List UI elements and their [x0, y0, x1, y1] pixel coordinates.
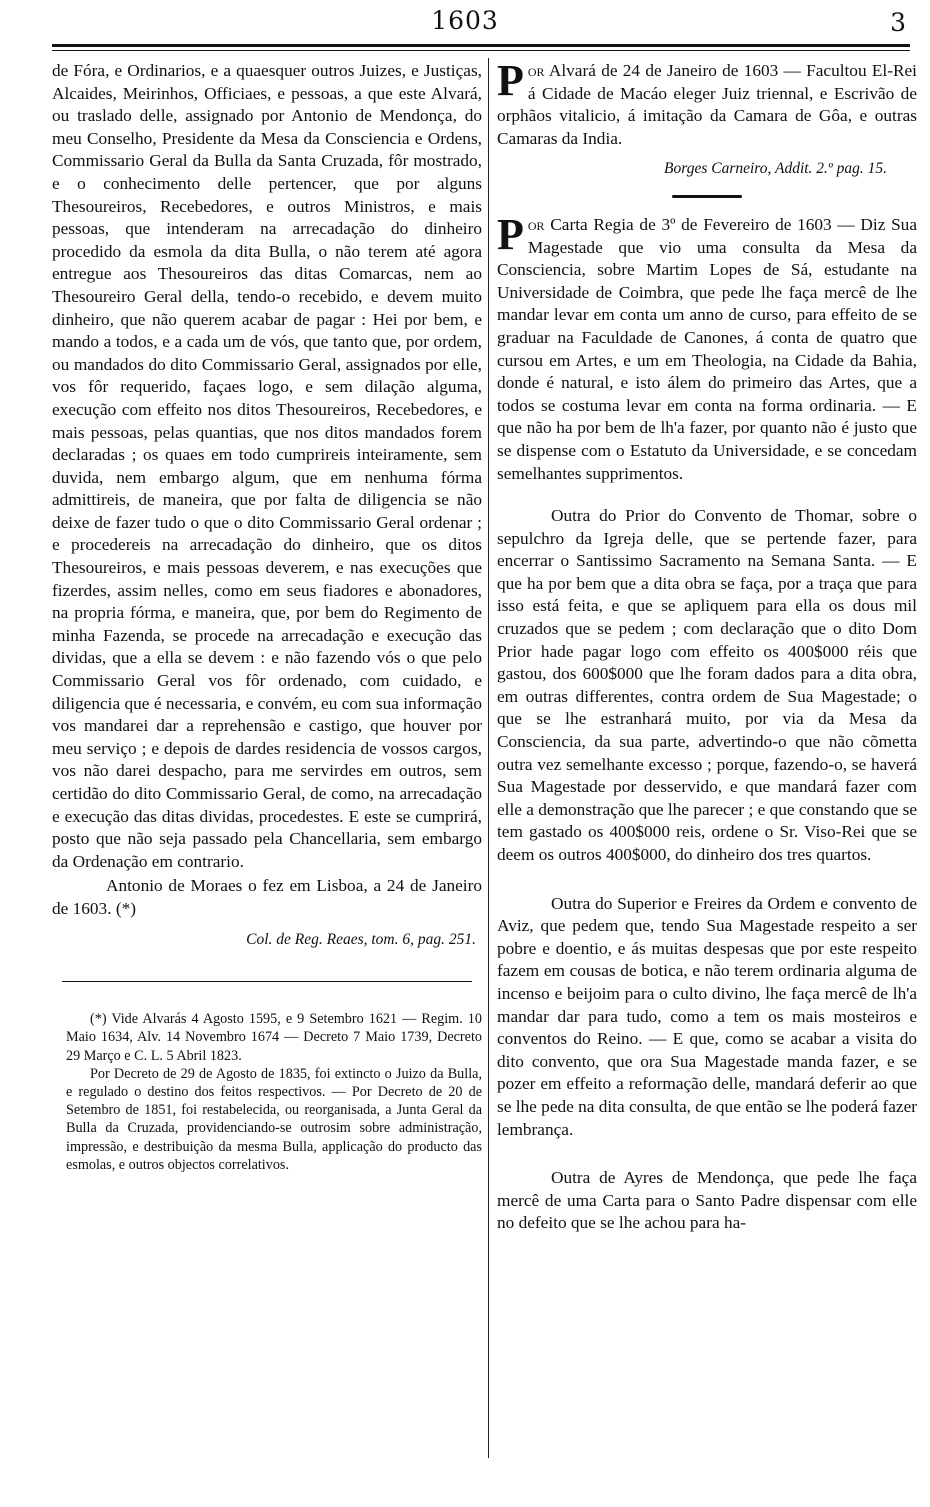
- drop-cap: P: [497, 209, 524, 259]
- ornament-rule: [672, 195, 742, 198]
- paragraph-gap: [497, 867, 917, 893]
- footnotes: [66, 1010, 482, 1174]
- paragraph-ayres-mendonca: Outra de Ayres de Mendonça, que pede lhe faça mercê de uma Carta para o Santo Padre dispensar com elle no defeito que se lhe achou para ha-: [497, 1168, 917, 1233]
- entry-text: Alvará de 24 de Janeiro de 1603 — Facultou El-Rei á Cidade de Macáo eleger Juiz triennal, e Escrivão de orphãos vitalicio, á imitação da Camara de Gôa, e outras Camaras da India.: [497, 61, 917, 148]
- alvara-continuation: de Fóra, e Ordinarios, e a quaesquer outros Juizes, e Justiças, Alcaides, Meirinhos, Officiaes, e pessoas, a que este Alvará, ou traslado delle, assignado por Antonio de Mendonça, do meu Conselho, Presidente da Mesa da Consciencia e Ordens, Commissario Geral da Bulla da Santa Cruzada, fôr mostrado, e o conhecimento delle pertencer, que por alguns Thesoureiros, Recebedores, e outros Ministros, e mais pessoas, que intenderam na arrecadação do dinheiro procedido da esmola da dita Bulla, o não terem até agora entregue aos Thesoureiros das ditas Comarcas, nem ao Thesoureiro Geral della, tendo-o recebido, e devem muito dinheiro, que não querem acabar de pagar : Hei por bem, e mando a todos, e a cada um de vós, que tanto que, por ordem, ou mandados do dito Commissario Geral, assignados por elle, vos fôr requerido, façaes logo, e sem dilação alguma, execução com effeito nos ditos Thesoureiros, Recebedores, e mais pessoas, pelas quantias, que nos ditos mandados forem declaradas ; os quaes em todo cumprireis inteiramente, sem duvida, nem embargo algum, que em nenhuma fórma admittireis, de maneira, que por falta de diligencia se não deixe de fazer tudo o que o dito Commissario Geral ordenar ; e procedereis na arrecadação do dinheiro, que os ditos Thesoureiros, e mais pessoas deverem, e nas execuções que fizerdes, assim nelles, como em seus fiadores e abonadores, na propria fórma, e maneira, que, por bem do Regimento de minha Fazenda, se procede na arrecadação e execução das dividas, que a ella se devem : e não fazendo vós o que pelo Commissario Geral vos fôr ordenado, com cuidado, e diligencia que é necessaria, e convém, eu com sua informação vos mandarei dar a reprehensão e castigo, que houver por meu serviço ; e depois de dardes residencia de vossos cargos, vos não darei despacho, para me servirdes em outros, sem certidão do dito Commissario Geral, de como, na arrecadação e execução das ditas dividas, procedestes. E este se cumprirá, posto que não seja passado pela Chancellaria, sem embargo da Ordenação em contrario.: [52, 61, 482, 871]
- entry-alvara-macao: [497, 56, 917, 150]
- entry-text: Carta Regia de 3º de Fevereiro de 1603 — Diz Sua Magestade que vio uma consulta da Mesa da Consciencia, sobre Martim Lopes de Sá, estudante na Universidade de Coimbra, que pede lhe faça mercê de lhe mandar levar em conta um anno de curso, para effeito de se graduar na Faculdade de Canones, á conta de quatro que cursou em Artes, e um em Theologia, na Cidade da Bahia, donde é natural, e isto álem do primeiro das Artes, que a todos se costuma levar em conta na forma ordinaria. — E que não ha por bem de lh'a fazer, por quanto não é justo que se dispense com o Estatuto da Universidade, e se concedam semelhantes supprimentos.: [497, 214, 917, 483]
- paragraph-prior-thomar: Outra do Prior do Convento de Thomar, sobre o sepulchro da Igreja delle, que se pertende fazer, para encerrar o Santissimo Sacramento na Semana Santa. — E que ha por bem que a dita obra se faça, por a traça que para isso está feita, e que se apliquem para ella os dous mil cruzados que se pedem ; com declaração que o dito Dom Prior hade pagar logo com effeito os 400$000 réis que gastou, dos 600$000 que lhe foram dados para a dita obra, em outras differentes, contra ordem de Sua Magestade; o que se lhe estranhará muito, por via da Mesa da Consciencia, da sua parte, advertindo-o que não cõmetta outra vez semelhante excesso ; porque, fazendo-o, se haverá Sua Magestade por desservido, e que mandará fazer com elle a demonstração que lhe parecer ; e que constando que se tem gastado os 400$000 reis, ordene o Sr. Viso-Rei que se deem os outros 400$000, do dinheiro dos tres quartos.: [497, 506, 917, 864]
- source-citation: Borges Carneiro, Addit. 2.º pag. 15.: [664, 160, 887, 178]
- signature-line: Antonio de Moraes o fez em Lisboa, a 24 de Janeiro de 1603. (*): [52, 876, 482, 918]
- paragraph-gap: [497, 1141, 917, 1167]
- lead-word: or: [527, 214, 545, 234]
- footnote-separator: [62, 981, 472, 982]
- header-rule-thick: [52, 44, 910, 47]
- footnote-1: (*) Vide Alvarás 4 Agosto 1595, e 9 Setembro 1621 — Regim. 10 Maio 1634, Alv. 14 Novembro 1674 — Decreto 7 Maio 1739, Decreto 29 Março e C. L. 5 Abril 1823.: [66, 1011, 482, 1064]
- left-column: [52, 60, 482, 1174]
- paragraph-aviz: Outra do Superior e Freires da Ordem e convento de Aviz, que pedem que, tendo Sua Magestade respeito a ser pobre e doentio, e ás muitas despesas que por este respeito fazem em cousas de botica, e não terem ordinaria alguma de incenso e beijoim para o culto divino, lhe faça mercê de lh'a mandar dar para tudo, como a tem os mais mosteiros e conventos do Reino. — E que, como se acabar a visita do dito convento, que ora Sua Magestade manda fazer, e se pozer em effeito a reformação delle, mandará deferir ao que se lhe pede na dita consulta, de que então se lhe poderá fazer lembrança.: [497, 893, 917, 1139]
- footnote-2: Por Decreto de 29 de Agosto de 1835, foi extincto o Juizo da Bulla, e regulado o destino dos feitos respectivos. — Por Decreto de 20 de Setembro de 1851, foi restabelecida, ou reorganisada, a Junta Geral da Bulla da Cruzada, providenciando-se outrosim sobre administração, impressão, e destribuição da mesma Bulla, applicação do producto das esmolas, e outros objectos correlativos.: [66, 1065, 482, 1173]
- drop-cap: P: [497, 56, 524, 105]
- source-citation: Col. de Reg. Reaes, tom. 6, pag. 251.: [246, 930, 476, 948]
- page-number: 3: [890, 8, 906, 37]
- column-divider: [488, 58, 489, 1458]
- right-column: [497, 56, 917, 1235]
- lead-word: or: [527, 61, 545, 80]
- entry-carta-regia: [497, 209, 917, 485]
- header-rule-thin: [52, 50, 910, 51]
- paragraph-gap: [497, 485, 917, 505]
- running-head-year: 1603: [431, 6, 499, 35]
